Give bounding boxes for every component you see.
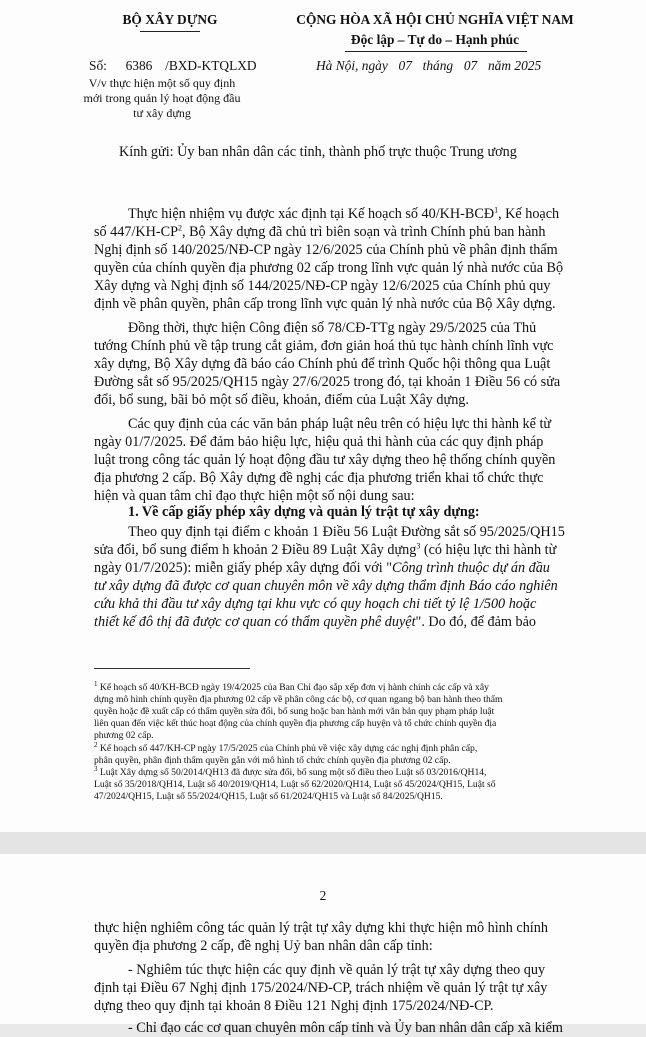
date-year: năm 2025: [487, 58, 542, 73]
page-2: [0, 854, 646, 1036]
p4-line-6-end: ". Do đó, để đảm bảo: [415, 614, 536, 630]
date-day: 07: [398, 58, 412, 73]
p1-line-2: [94, 224, 545, 241]
p2-line-4: Đường sắt số 95/2025/QH15 ngày 27/6/2025 trong đó, tại khoản 1 Điều 56 có sửa: [94, 374, 561, 390]
ministry-name: BỘ XÂY DỰNG: [122, 12, 218, 27]
p1-line-1-text: Thực hiện nhiệm vụ được xác định tại Kế hoạch số 40/KH-BCĐ: [128, 206, 495, 222]
footnote-3-text: Luật Xây dựng số 50/2014/QH13 đã được sửa đổi, bổ sung một số điều theo Luật số 03/2016/QH14,: [97, 767, 487, 778]
page-number: 2: [319, 888, 327, 903]
nation-name: CỘNG HÒA XÃ HỘI CHỦ NGHĨA VIỆT NAM: [296, 12, 574, 27]
footnote-1-line-2: dựng mô hình chính quyền địa phương 02 cấp về phân công các bộ, cơ quan ngang bộ ban hành theo thẩm: [94, 694, 503, 705]
p1-line-6: định về phân quyền, phân cấp trong lĩnh vực quản lý nhà nước của Bộ Xây dựng.: [94, 296, 556, 312]
doc-number-suffix: /BXD-KTQLXD: [165, 58, 257, 73]
subject-line-2: mới trong quản lý hoạt động đầu: [83, 91, 241, 105]
footnote-3-line-1: [94, 764, 487, 779]
ministry-underline: [140, 31, 200, 32]
p4-line-6: [94, 614, 536, 631]
p3-line-2: ngày 01/7/2025. Để đảm bảo hiệu lực, hiệu quả thi hành của các quy định pháp: [94, 434, 544, 450]
p1-line-1: [128, 206, 559, 223]
footnote-ref-2: 2: [177, 223, 182, 233]
footnote-1-line-3: quyền hoặc đề xuất cấp có thẩm quyền sửa đổi, bổ sung hoặc ban hành mới văn bản quy phạm pháp luật: [94, 706, 495, 717]
p1-line-3: Nghị định số 140/2025/NĐ-CP ngày 12/6/2025 của Chính phủ về phân định thẩm: [94, 242, 558, 258]
p2-line-3: xây dựng, Bộ Xây dựng đã báo cáo Chính phủ để trình Quốc hội thông qua Luật: [94, 356, 551, 372]
page2-line-4: định tại Điều 67 Nghị định 175/2024/NĐ-CP, trách nhiệm về quản lý trật tự xây: [94, 980, 548, 996]
p1-line-5: Xây dựng và Nghị định số 144/2025/NĐ-CP ngày 12/6/2025 của Chính phủ quy: [94, 278, 551, 294]
motto-underline: [345, 51, 527, 52]
footnote-3-line-3: 47/2024/QH15, Luật số 55/2024/QH15, Luật số 61/2024/QH15 và Luật số 84/2025/QH15.: [94, 791, 443, 802]
footnote-ref-1: 1: [494, 205, 499, 215]
section-1-heading: 1. Về cấp giấy phép xây dựng và quản lý trật tự xây dựng:: [128, 504, 480, 520]
p2-line-1: Đồng thời, thực hiện Công điện số 78/CĐ-TTg ngày 29/5/2025 của Thủ: [128, 320, 537, 336]
page2-line-6: - Chỉ đạo các cơ quan chuyên môn cấp tỉnh và Ủy ban nhân dân cấp xã kiểm: [128, 1020, 563, 1036]
national-motto: Độc lập – Tự do – Hạnh phúc: [350, 32, 520, 47]
p4-line-1: Theo quy định tại điểm c khoản 1 Điều 56 Luật Đường sắt số 95/2025/QH15: [128, 524, 565, 540]
page2-line-2: quyền địa phương 2 cấp, đề nghị Uỷ ban nhân dân cấp tỉnh:: [94, 938, 433, 954]
footnote-2-number: 2: [94, 740, 98, 749]
page-gap: [0, 832, 646, 854]
p1-line-4: quyền của chính quyền địa phương 02 cấp trong lĩnh vực quản lý nhà nước của Bộ: [94, 260, 564, 276]
footnote-2-line-2: phân quyền, phân định thẩm quyền gắn với mô hình tổ chức chính quyền địa phương 02 cấp.: [94, 755, 451, 766]
date-month-label: tháng: [422, 58, 454, 73]
p4-line-3: [94, 560, 550, 577]
doc-number-prefix: Số:: [89, 58, 107, 73]
footnote-1-line-4: liên quan đến việc kết thúc hoạt động của chính quyền địa phương cấp huyện và tổ chức chính quyền địa: [94, 718, 497, 729]
p4-line-4: tư xây dựng đã được cơ quan chuyên môn về xây dựng thẩm định Báo cáo nghiên: [94, 578, 558, 594]
footnote-ref-3: 3: [416, 541, 421, 551]
p4-line-6-italic: thiết kế đô thị đã được cơ quan có thẩm quyền phê duyệt: [94, 614, 416, 630]
subject-line-1: V/v thực hiện một số quy định: [88, 76, 236, 90]
footnote-1-number: 1: [94, 679, 98, 688]
p3-line-5: hiện và quan tâm chỉ đạo thực hiện một số nội dung sau:: [94, 488, 415, 504]
footnote-1-text: Kế hoạch số 40/KH-BCĐ ngày 19/4/2025 của Ban Chỉ đạo sắp xếp đơn vị hành chính các cấp và xây: [97, 682, 489, 693]
p4-line-3-italic: Công trình thuộc dự án đầu: [392, 560, 550, 576]
page2-line-3: - Nghiêm túc thực hiện các quy định về quản lý trật tự xây dựng theo quy: [128, 962, 546, 978]
p4-line-2-end: (có hiệu lực thi hành từ: [420, 542, 557, 558]
page2-line-5: dựng theo quy định tại khoản 8 Điều 121 Nghị định 175/2024/NĐ-CP.: [94, 998, 494, 1014]
subject-line-3: tư xây dựng: [133, 106, 191, 120]
p3-line-4: địa phương 2 cấp. Bộ Xây dựng đề nghị các địa phương triển khai tổ chức thực: [94, 470, 544, 486]
footnote-3-number: 3: [94, 764, 98, 773]
p4-line-2-start: sửa đổi, bổ sung điểm h khoản 2 Điều 89 Luật Xây dựng: [94, 542, 417, 558]
p1-line-1-end: , Kế hoạch: [498, 206, 560, 222]
p3-line-3: luật trong công tác quản lý hoạt động đầu tư xây dựng theo hệ thống chính quyền: [94, 452, 556, 468]
p4-line-3-start: ngày 01/7/2025): miễn giấy phép xây dựng đối với ": [94, 560, 392, 576]
p2-line-5: đổi, bổ sung, bãi bỏ một số điều, khoản, điểm của Luật Xây dựng.: [94, 392, 469, 408]
footnote-3-line-2: Luật số 35/2018/QH14, Luật số 40/2019/QH14, Luật số 62/2020/QH14, Luật số 45/2024/QH15, Luật số: [94, 779, 496, 790]
recipient: Kính gửi: Ủy ban nhân dân các tỉnh, thành phố trực thuộc Trung ương: [119, 144, 517, 160]
page2-line-1: thực hiện nghiêm công tác quản lý trật tự xây dựng khi thực hiện mô hình chính: [94, 920, 548, 936]
doc-number: [89, 58, 257, 74]
date-month: 07: [463, 58, 478, 73]
place-date: [316, 58, 541, 74]
p3-line-1: Các quy định của các văn bản pháp luật nêu trên có hiệu lực thi hành kể từ: [128, 416, 552, 432]
p1-line-2-end: , Bộ Xây dựng đã chủ trì biên soạn và trình Chính phủ ban hành: [181, 224, 546, 240]
p2-line-2: tướng Chính phủ về tập trung cắt giảm, đơn giản hoá thủ tục hành chính lĩnh vực: [94, 338, 554, 354]
footnote-2-text: Kế hoạch số 447/KH-CP ngày 17/5/2025 của Chính phủ về việc xây dựng các nghị định phân cấp,: [97, 743, 478, 754]
footnote-2-line-1: [94, 740, 478, 755]
p1-line-2-start: số 447/KH-CP: [94, 224, 178, 240]
doc-number-value: 6386: [125, 58, 153, 73]
footnote-separator: [94, 668, 250, 669]
footnote-1-line-5: phương 02 cấp.: [94, 730, 154, 741]
place-date-prefix: Hà Nội, ngày: [316, 58, 388, 73]
p4-line-2: [94, 542, 556, 559]
footnote-1-line-1: [94, 679, 489, 694]
p4-line-5: cứu khả thi đầu tư xây dựng tại khu vực có quy hoạch chi tiết tỷ lệ 1/500 hoặc: [94, 596, 537, 612]
